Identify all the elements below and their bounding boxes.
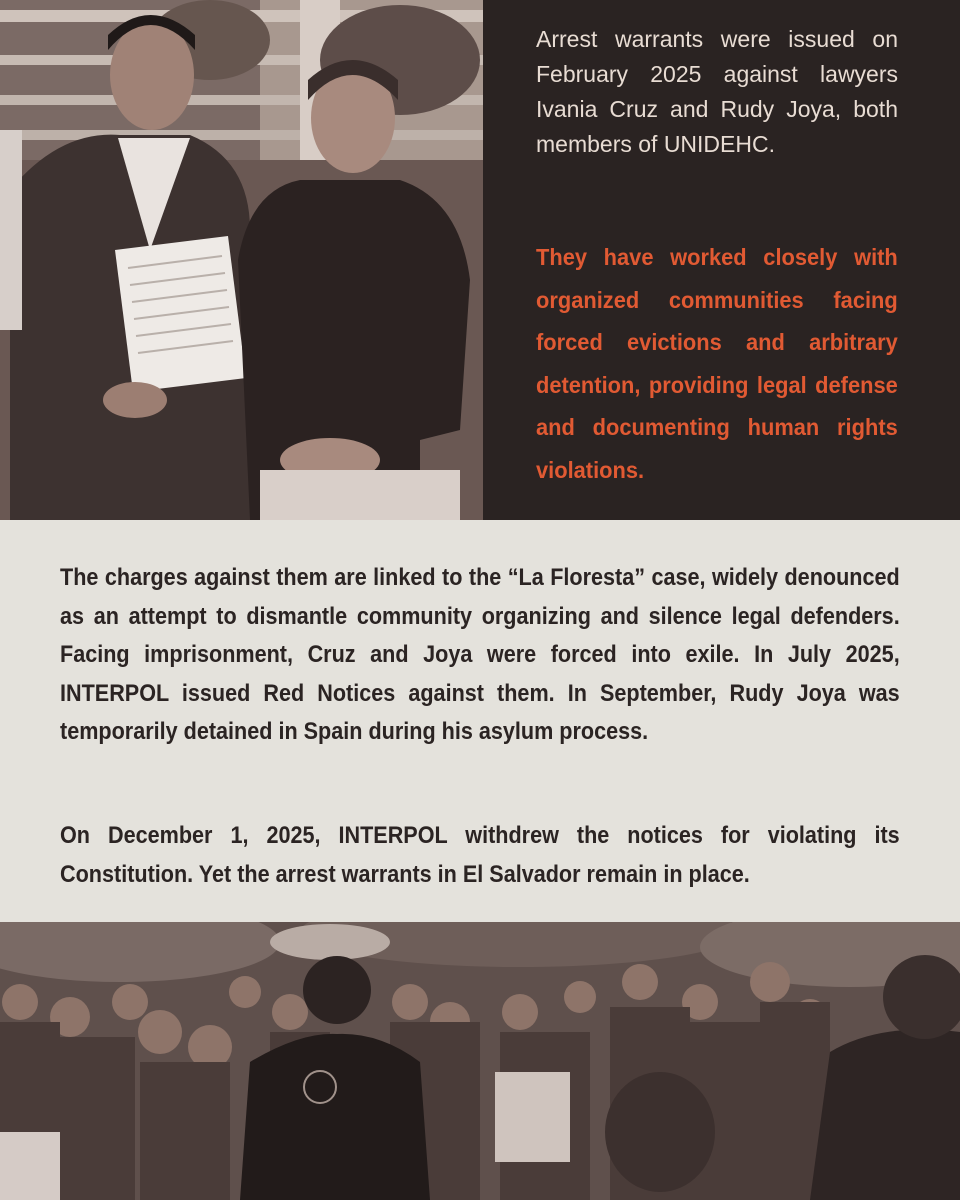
- intro-text: Arrest warrants were issued on February 2025 against lawyers Ivania Cruz and Rudy Joya, both members of UNIDEHC.: [536, 26, 898, 157]
- lawyers-photo-illustration: [0, 0, 483, 520]
- body-paragraph-1: The charges against them are linked to the “La Floresta” case, widely denounced as an attempt to dismantle community organizing and silence legal defenders. Facing imprisonment, Cruz and Joya were forced into exile. In July 2025, INTERPOL issued Red Notices against them. In September, Rudy Joya was temporarily detained in Spain during his asylum process.: [60, 564, 900, 745]
- community-photo: [0, 922, 960, 1200]
- lawyers-photo: [0, 0, 483, 520]
- body-paragraph-2: On December 1, 2025, INTERPOL withdrew the notices for violating its Constitution. Yet the arrest warrants in El Salvador remain in place.: [60, 822, 900, 888]
- community-photo-illustration: [0, 922, 960, 1200]
- highlight-text: They have worked closely with organized communities facing forced evictions and arbitrary detention, providing legal defense and documenting human rights violations.: [536, 244, 898, 483]
